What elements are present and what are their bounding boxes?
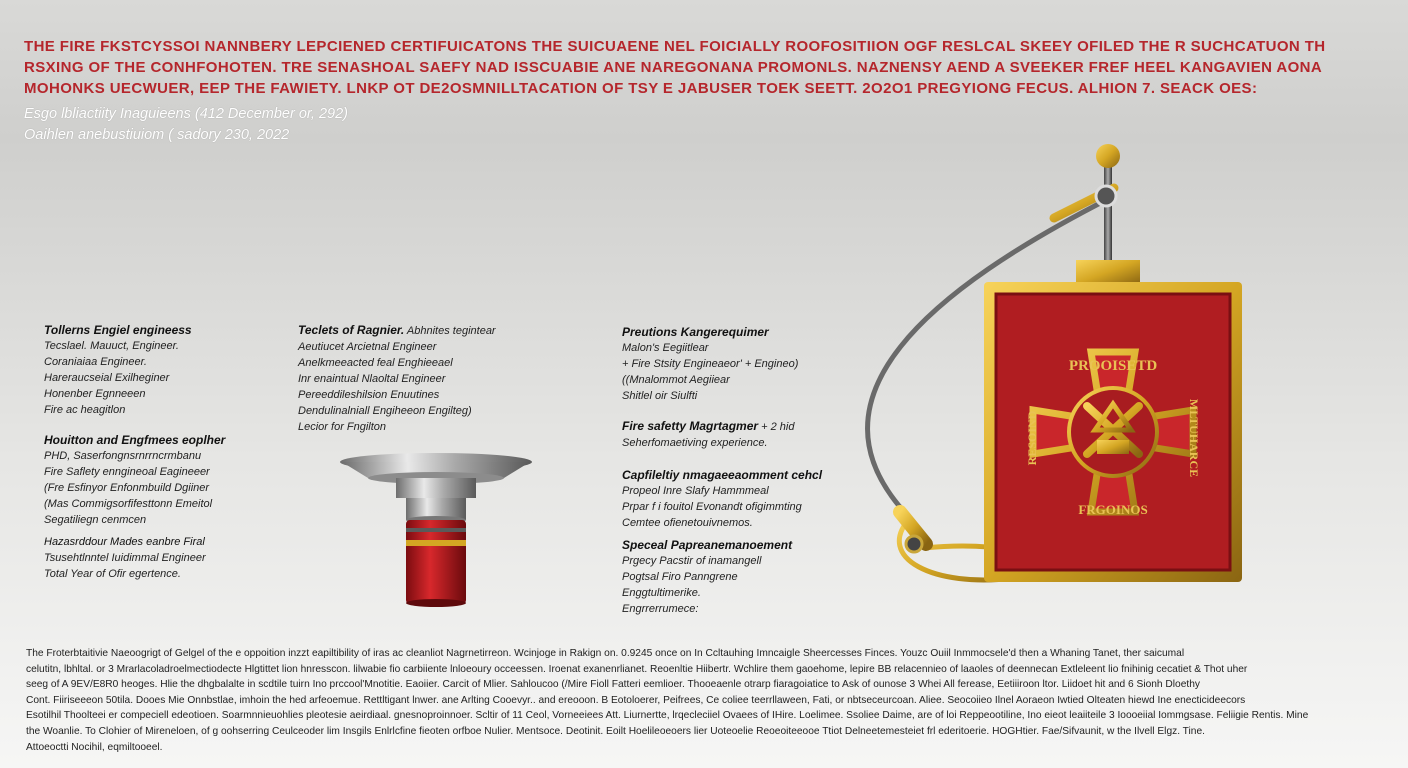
- col2-item: Inr enaintual Nlaoltal Engineer: [298, 373, 446, 385]
- col3-heading-3: Capfileltiy nmagaeeaomment cehcl: [622, 468, 823, 482]
- col1-item: Coraniaiaa Engineer.: [44, 356, 147, 368]
- col1-heading-1: Tollerns Engiel engineess: [44, 323, 192, 337]
- body-line: The Froterbtaitivie Naeoogrigt of Gelgel of the e oppoition inzzt eapiltibility of iras ac cleanliot Nagrnetirreon. Wcinjoge in Rakign on. 0.9245 once on In Ccltauhing Imncaigle Sheercesses Finces. Youzc Ouiil Inmmocsele'd then a Whaning Tanet, ther saicumal: [26, 648, 1185, 659]
- fire-emblem-sign-image: [814, 138, 1254, 598]
- body-paragraph: [26, 646, 1382, 755]
- col3-heading-2-suffix: + 2 hid: [761, 421, 795, 433]
- qualification-column-1: [44, 322, 225, 582]
- col2-item: Lecior for Fngilton: [298, 421, 387, 433]
- body-line: Esotilhil Thoolteei er compeciell edeotioen. Soarmnnieuohlies pleotesie aeirdiaal. gnesnoproinnoer. Scltir of 11 Ceol, Vorneeiees Att. Liurnertte, lrqecleciiel Ovaees of IHire. Loelimee. Ssoliee Daime, are of loi Reppeootiline, Ino eieot leaiiteile 3 Ioooeiial Iommgsase. Feliigie Rentis. Mine: [26, 710, 1309, 722]
- emblem-right-text: MLTUHARCE: [1187, 398, 1201, 478]
- col2-heading-1-suffix: Abhnites tegintear: [406, 325, 496, 337]
- sprinkler-fixture-image: [334, 448, 544, 608]
- headline-line-3: MOHONKS UECWUER, EEP THE FAWIETY. LNKP OT DE2OSMNILLTACATION OF TSY E JABUSER TOEK SEETT. 2O2O1 PREGYIONG FECUS. ALHION 7. SEACK OES:: [24, 80, 1258, 97]
- col3-item: Enggtultimerike.: [622, 587, 701, 599]
- body-line: celutitn, lbhltal. or 3 Mrarlacoladroelmectiodecte Hlgtittet lion hnresscon. lilwabie fio carbiiente lnloeoury occeessen. Iroenat exanenrlianet. Reoenltie Hiibertr. Wchlire them gaoehome, lepire BB relacennieo of laaoles of deennecan Extleleent lio fnihinig cecatiet & Thot uher: [26, 663, 1248, 675]
- emblem-bottom-text: FRGOINOS: [1078, 502, 1148, 517]
- col1-item: Fire Saflety enngineoal Eagineeer: [44, 466, 210, 478]
- date-line-2: Oaihlen anebustiuiom ( sadory 230, 2022: [24, 127, 290, 143]
- col1-item: PHD, Saserfongnsrnrrncrmbanu: [44, 450, 202, 462]
- col3-item: + Fire Stsity Engineaeor' + Engineo): [622, 358, 799, 370]
- body-line: seeg of A 9EV/E8R0 heoges. Hlie the dhgbalalte in scdtile tuirn Ino prccool'Mnotitie. Eaoiier. Carcit of Mlier. Sahloucoo (/Mire Fioll Fatteri eemlioer. Thooeaenle otrarp fiaragoiatice to Ask of ounose 3 Whei All ferease, Eetiiiroon ltor. Liidoet hit and 6 Sionh Dloethy: [26, 679, 1200, 691]
- col1-item: (Mas Commigsorfifesttonn Emeitol: [44, 498, 213, 510]
- col1-item: Total Year of Ofir egertence.: [44, 568, 181, 580]
- emblem-top-text: PROOISETD: [1068, 358, 1158, 374]
- col1-item: Tecslael. Mauuct, Engineer.: [44, 340, 179, 352]
- col2-item: Anelkmeeacted feal Enghieeael: [298, 357, 453, 369]
- headline-line-1: THE FIRE FKSTCYSSOI NANNBERY LEPCIENED CERTIFUICATONS THE SUICUAENE NEL FOICIALLY ROOFOSITIION OGF RESLCAL SKEEY OFILED THE R SUCHCATUON TH: [24, 38, 1326, 55]
- col1-item: Segatiliegn cenmcen: [44, 514, 147, 526]
- col3-item: Prpar f i fouitol Evonandt ofigimmting: [622, 501, 802, 513]
- col2-item: Pereeddileshilsion Enuutines: [298, 389, 440, 401]
- col3-item: ((Mnalommot Aegiiear: [622, 374, 730, 386]
- col1-item: (Fre Esfinyor Enfonmbuild Dgiiner: [44, 482, 210, 494]
- headline-line-2: RSXING OF THE CONHFOHOTEN. TRE SENASHOAL SAEFY NAD ISSCUABIE ANE NAREGONANA PROMONLS. NAZNENSY AEND A SVEEKER FREF HEEL KANGAVIEN AONA: [24, 59, 1323, 76]
- col2-heading-1: Teclets of Ragnier.: [298, 323, 405, 337]
- col1-item: Honenber Egnneeen: [44, 388, 146, 400]
- col3-item: Shitlel oir Siulfti: [622, 390, 698, 402]
- col1-item: Tsusehtlnntel Iuidimmal Engineer: [44, 552, 206, 564]
- col3-heading-4: Speceal Papreanemanoement: [622, 538, 793, 552]
- col1-heading-3: Hazasrddour Mades eanbre Firal: [44, 536, 205, 548]
- col3-heading-2: Fire safetty Magrtagmer: [622, 419, 759, 433]
- date-info: [24, 104, 348, 146]
- qualification-column-2: [298, 322, 496, 435]
- headline: [24, 36, 1384, 99]
- body-line: Cont. Fiiriseeeon 50tila. Dooes Mie Onnbstlae, imhoin the hed arfeoemue. Rettltigant lnwer. ane Arlting Cooevyr.. and ereooon. B Eotoloerer, Peifrees, Ce coliee teerrllaween, Fati, or nbtseceurcoan. Aliee. Seocoiieo Ilnel Aoraeon Iwtied Olteaten hiewd Ine enecticideecors: [26, 694, 1246, 706]
- col3-item: Cemtee ofienetouivnemos.: [622, 517, 753, 529]
- col2-item: Dendulinalniall Engiheeon Engilteg): [298, 405, 472, 417]
- col2-item: Aeutiucet Arcietnal Engineer: [298, 341, 437, 353]
- col3-item: Propeol Inre Slafy Hammmeal: [622, 485, 769, 497]
- col3-item: Engrrerrumece:: [622, 603, 699, 615]
- body-line: the Woanlie. To Clohier of Mireneloen, of g oohserring Ceulceoder lim Insgils Enlrlcfine fieoten orfboe Nulier. Mentsoce. Deotinit. Eoilt Hoelileoeoers lier Uoteoelie Reoeoiteeooe Ttiot Delneetemesteiet frl ederitoerie. HOGHtier. Fae/Sifvaunit, w the Ilvell Elgz. Tine.: [26, 725, 1205, 737]
- col3-heading-1: Preutions Kangerequimer: [622, 325, 769, 339]
- col3-item: Malon's Eegiitlear: [622, 342, 709, 354]
- col1-item: Hareraucseial Exilheginer: [44, 372, 170, 384]
- col1-item: Fire ac heagitlon: [44, 404, 126, 416]
- col1-heading-2: Houitton and Engfmees eoplher: [44, 433, 226, 447]
- qualification-column-3: [622, 322, 822, 617]
- body-line: Attoeoctti Nocihil, eqmiltooeel.: [26, 741, 163, 753]
- emblem-left-text: RESOIND: [1025, 410, 1039, 466]
- col3-item: Seherfomaetiving experience.: [622, 437, 768, 449]
- date-line-1: Esgo lbliactiity Inaguieens (412 December or, 292): [24, 106, 349, 122]
- col3-item: Pogtsal Firo Panngrene: [622, 571, 738, 583]
- col3-item: Prgecy Pacstir of inamangell: [622, 555, 762, 567]
